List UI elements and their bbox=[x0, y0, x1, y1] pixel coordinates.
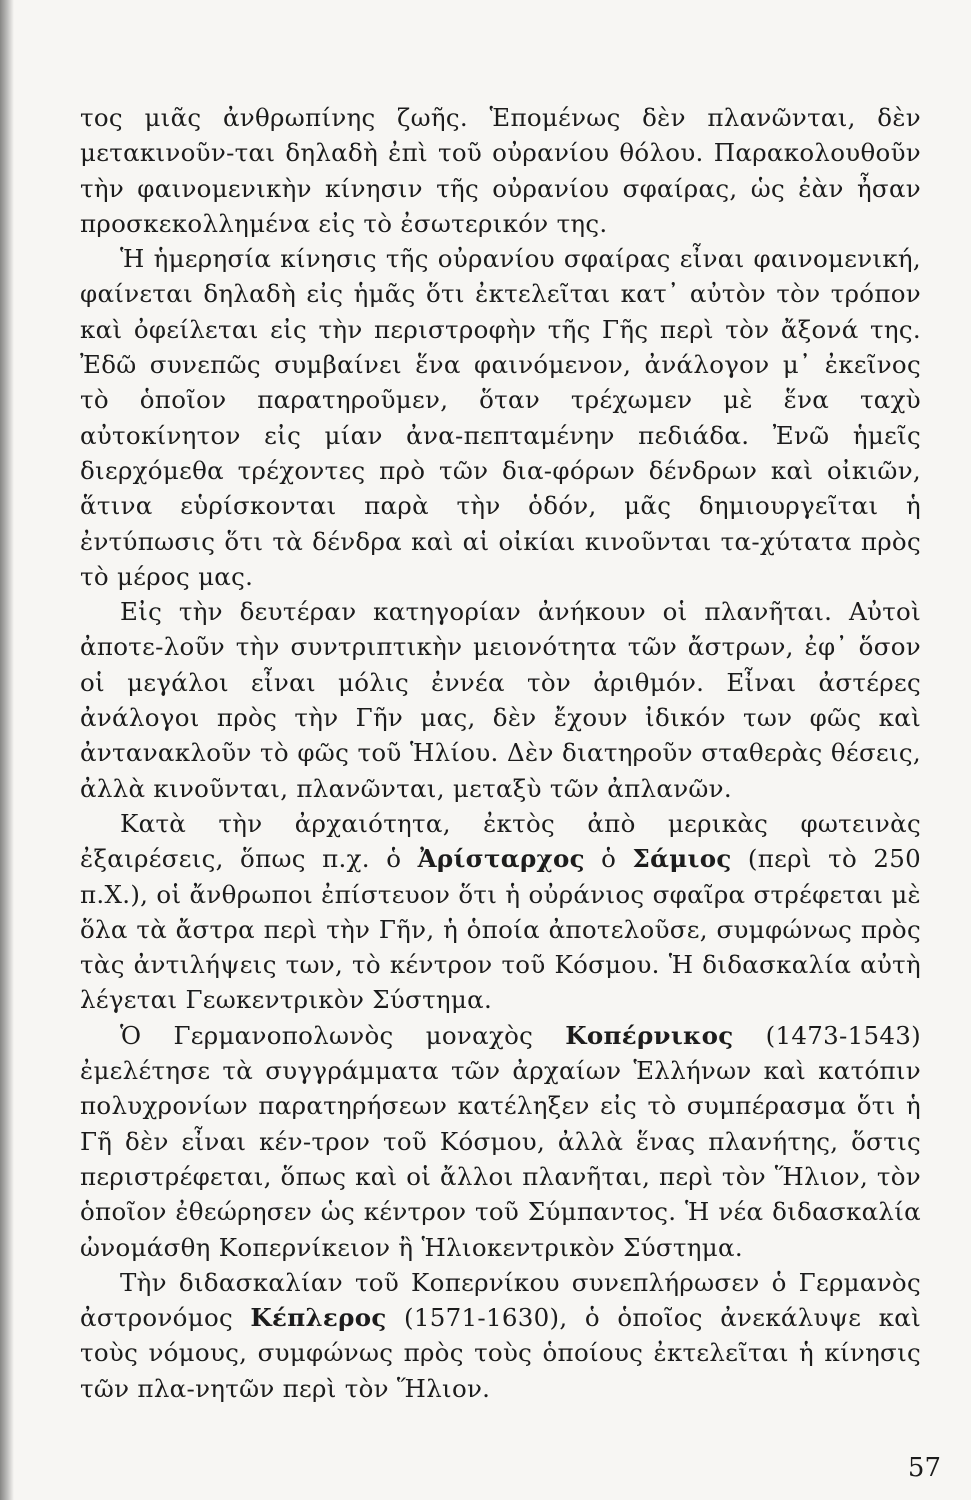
bold-name: Σάμιος bbox=[632, 844, 732, 874]
text-run: (περὶ τὸ 250 π.Χ.), οἱ ἄνθρωποι ἐπίστευον ὅτι ἡ οὐράνιος σφαῖρα στρέφεται μὲ ὅλα τὰ ἄστρα περὶ τὴν Γῆν, ἡ ὁποία ἀποτελοῦσε, συμφώνως πρὸς τὰς ἀντιλήψεις των, τὸ κέντρον τοῦ Κόσμου. Ἡ διδασκαλία αὐτὴ λέγεται Γεωκεντρικὸν Σύστημα. bbox=[80, 844, 921, 1015]
text-run: Εἰς τὴν δευτέραν κατηγορίαν ἀνήκουν οἱ πλανῆται. Αὐτοὶ ἀποτε-λοῦν τὴν συντριπτικὴν μειονότητα τῶν ἄστρων, ἐφ᾿ ὅσον οἱ μεγάλοι εἶναι μόλις ἐννέα τὸν ἀριθμόν. Εἶναι ἀστέρες ἀνάλογοι πρὸς τὴν Γῆν μας, δὲν ἔχουν ἰδικόν των φῶς καὶ ἀντανακλοῦν τὸ φῶς τοῦ Ἡλίου. Δὲν διατηροῦν σταθερὰς θέσεις, ἀλλὰ κινοῦνται, πλανῶνται, μεταξὺ τῶν ἀπλανῶν. bbox=[80, 597, 921, 803]
paragraph bbox=[80, 1018, 921, 1265]
text-run: τος μιᾶς ἀνθρωπίνης ζωῆς. Ἑπομένως δὲν πλανῶνται, δὲν μετακινοῦν-ται δηλαδὴ ἐπὶ τοῦ οὐρανίου θόλου. Παρακολουθοῦν τὴν φαινομενικὴν κίνησιν τῆς οὐρανίου σφαίρας, ὡς ἐὰν ἦσαν προσκεκολλημένα εἰς τὸ ἐσωτερικόν της. bbox=[80, 103, 921, 238]
text-run: Τὴν διδασκαλίαν τοῦ Κοπερνίκου συνεπλήρωσεν ὁ Γερμανὸς ἀστρονόμος bbox=[80, 1267, 921, 1333]
text-run: Ἡ ἡμερησία κίνησις τῆς οὐρανίου σφαίρας εἶναι φαινομενική, φαίνεται δηλαδὴ εἰς ἡμᾶς ὅτι ἐκτελεῖται κατ᾿ αὐτὸν τὸν τρόπον καὶ ὀφείλεται εἰς τὴν περιστροφὴν τῆς Γῆς περὶ τὸν ἄξονά της. Ἐδῶ συνεπῶς συμβαίνει ἕνα φαινόμενον, ἀνάλογον μ᾿ ἐκεῖνος τὸ ὁποῖον παρατηροῦμεν, ὅταν τρέχωμεν μὲ ἕνα ταχὺ αὐτοκίνητον εἰς μίαν ἀνα-πεπταμένην πεδιάδα. Ἐνῶ ἡμεῖς διερχόμεθα τρέχοντες πρὸ τῶν δια-φόρων δένδρων καὶ οἰκιῶν, ἅτινα εὑρίσκονται παρὰ τὴν ὁδόν, μᾶς δημιουργεῖται ἡ ἐντύπωσις ὅτι τὰ δένδρα καὶ αἱ οἰκίαι κινοῦνται τα-χύτατα πρὸς τὸ μέρος μας. bbox=[80, 244, 921, 591]
paragraph bbox=[80, 1265, 921, 1406]
bold-name: Κέπλερος bbox=[250, 1303, 387, 1333]
bold-name: Κοπέρνικος bbox=[565, 1020, 734, 1050]
paragraph bbox=[80, 806, 921, 1018]
paragraph bbox=[80, 100, 921, 241]
paragraph bbox=[80, 241, 921, 594]
paragraph bbox=[80, 594, 921, 806]
text-run: (1473-1543) ἐμελέτησε τὰ συγγράμματα τῶν ἀρχαίων Ἑλλήνων καὶ κατόπιν πολυχρονίων παρατηρήσεων κατέληξεν εἰς τὸ συμπέρασμα ὅτι ἡ Γῆ δὲν εἶναι κέν-τρον τοῦ Κόσμου, ἀλλὰ ἕνας πλανήτης, ὅστις περιστρέφεται, ὅπως καὶ οἱ ἄλλοι πλανῆται, περὶ τὸν Ἥλιον, τὸν ὁποῖον ἐθεώρησεν ὡς κέντρον τοῦ Σύμπαντος. Ἡ νέα διδασκαλία ὠνομάσθη Κοπερνίκειον ἢ Ἡλιοκεντρικὸν Σύστημα. bbox=[80, 1020, 921, 1262]
body-text bbox=[80, 100, 921, 1406]
text-run: (1571-1630), ὁ ὁποῖος ἀνεκάλυψε καὶ τοὺς νόμους, συμφώνως πρὸς τοὺς ὁποίους ἐκτελεῖται ἡ κίνησις τῶν πλα-νητῶν περὶ τὸν Ἥλιον. bbox=[80, 1303, 921, 1403]
text-run: Ὁ Γερμανοπολωνὸς μοναχὸς bbox=[120, 1020, 566, 1050]
page-number: 57 bbox=[907, 1453, 941, 1483]
text-run: Κατὰ τὴν ἀρχαιότητα, ἐκτὸς ἀπὸ μερικὰς φωτεινὰς ἐξαιρέσεις, ὅπως π.χ. ὁ bbox=[80, 808, 921, 874]
text-run: ὁ bbox=[584, 844, 633, 874]
bold-name: Ἀρίσταρχος bbox=[417, 844, 585, 874]
